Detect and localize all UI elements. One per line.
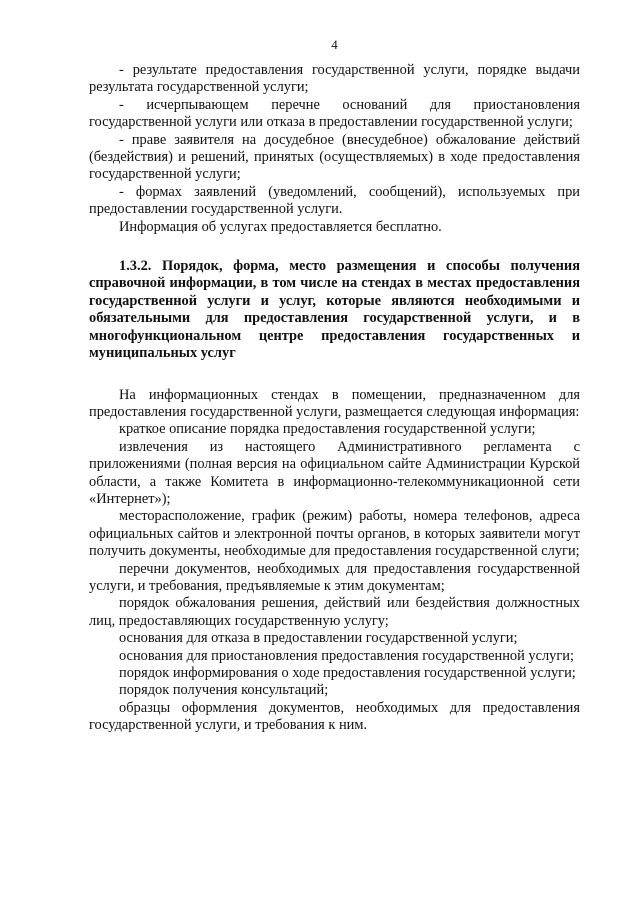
list-item: перечни документов, необходимых для предоставления государственной услуги, и требования, предъявляемые к этим документам; (89, 560, 580, 594)
list-item: основания для приостановления предоставления государственной услуги; (119, 647, 574, 664)
list-item: месторасположение, график (режим) работы, номера телефонов, адреса официальных сайтов и электронной почты органов, в которых заявители могут получить документы, необходимые для предоставления государственной слуги; (89, 508, 580, 560)
list-item: краткое описание порядка предоставления государственной услуги; (119, 421, 536, 438)
intro-item: - праве заявителя на досудебное (внесудебное) обжалование действий (бездействия) и решений, принятых (осуществляемых) в ходе предоставления государственной услуги; (89, 131, 580, 183)
intro-item: - исчерпывающем перечне оснований для приостановления государственной услуги или отказа в предоставлении государственной услуги; (89, 96, 580, 131)
list-item: порядок получения консультаций; (119, 682, 329, 699)
list-item: образцы оформления документов, необходимых для предоставления государственной услуги, и требования к ним. (89, 699, 580, 734)
intro-list (89, 62, 580, 236)
section-heading: 1.3.2. Порядок, форма, место размещения и способы получения справочной информации, в том числе на стендах в местах предоставления государственной услуги и услуг, которые являются необходимыми и обязательными для предоставления государственной услуги, и в многофункциональном центре предоставления государственных и муниципальных услуг (89, 258, 580, 362)
list-item: порядок информирования о ходе предоставления государственной услуги; (119, 665, 576, 681)
free-of-charge-note: Информация об услугах предоставляется бесплатно. (119, 218, 442, 235)
stand-info-list (89, 387, 580, 735)
intro-item: - формах заявлений (уведомлений, сообщений), используемых при предоставлении государственной услуги. (89, 183, 580, 218)
intro-item: - результате предоставления государственной услуги, порядке выдачи результата государственной услуги; (89, 62, 580, 96)
list-item: порядок обжалования решения, действий или бездействия должностных лиц, предоставляющих государственную услугу; (89, 595, 580, 629)
page-number: 4 (331, 37, 338, 52)
list-item: основания для отказа в предоставлении государственной услуги; (119, 630, 518, 647)
list-item: извлечения из настоящего Административного регламента с приложениями (полная версия на официальном сайте Администрации Курской области, а также Комитета в информационно-телекоммуникационной сети «Интернет»); (89, 438, 580, 507)
list-item: На информационных стендах в помещении, предназначенном для предоставления государственной услуги, размещается следующая информация: (89, 386, 580, 420)
